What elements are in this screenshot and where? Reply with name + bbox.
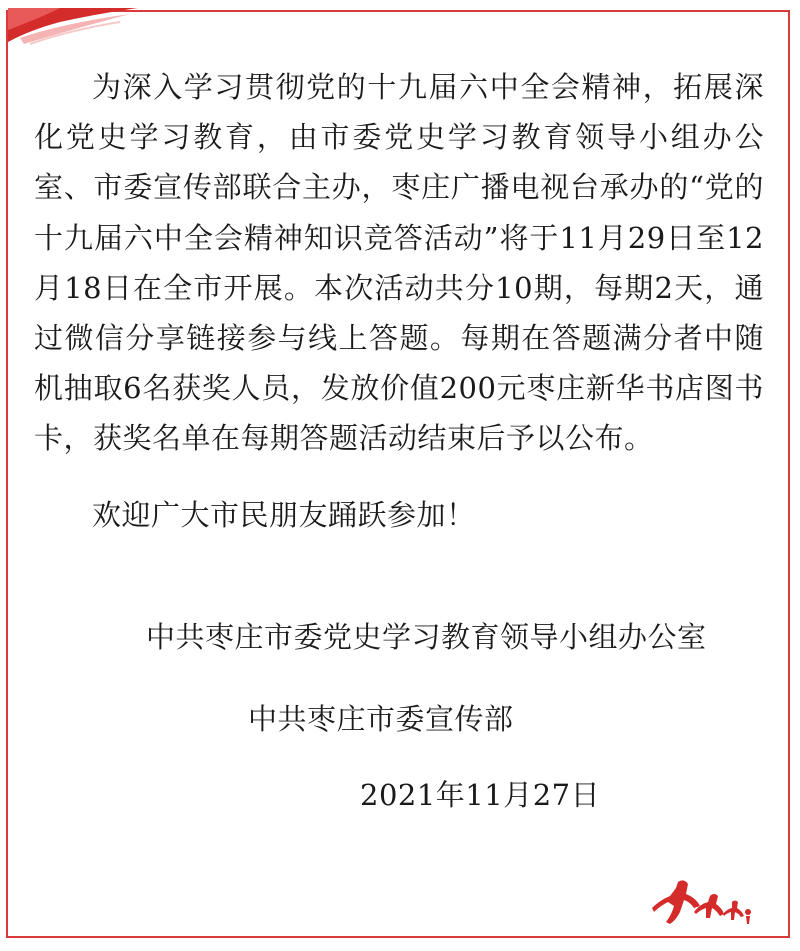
- notice-main-paragraph: 为深入学习贯彻党的十九届六中全会精神，拓展深化党史学习教育，由市委党史学习教育领导小组办公室、市委宣传部联合主办，枣庄广播电视台承办的“党的十九届六中全会精神知识竞答活动”将于11月29日至12月18日在全市开展。本次活动共分10期，每期2天，通过微信分享链接参与线上答题。每期在答题满分者中随机抽取6名获奖人员，发放价值200元枣庄新华书店图书卡，获奖名单在每期答题活动结束后予以公布。: [34, 70, 764, 456]
- notice-closing: 欢迎广大市民朋友踊跃参加！: [92, 497, 476, 532]
- red-dancers-icon: [648, 872, 758, 928]
- red-flag-ribbon-icon: [0, 0, 150, 48]
- signature-department: 中共枣庄市委宣传部: [248, 702, 514, 736]
- signature-organization: 中共枣庄市委党史学习教育领导小组办公室: [146, 620, 707, 654]
- signature-date: 2021年11月27日: [360, 778, 601, 812]
- notice-body: [34, 62, 764, 540]
